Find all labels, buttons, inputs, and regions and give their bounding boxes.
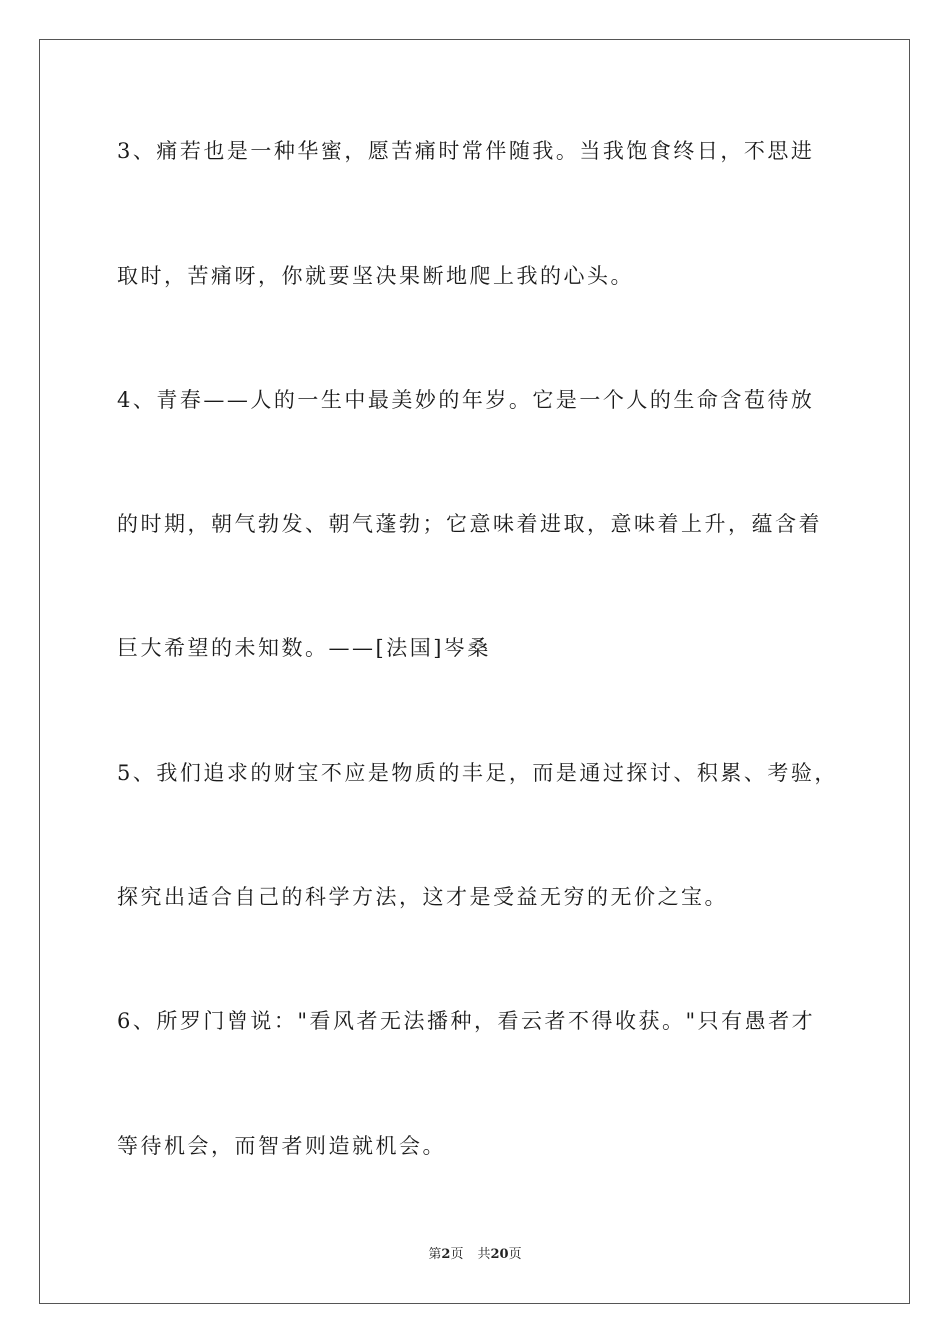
- text-line: 的时期，朝气勃发、朝气蓬勃；它意味着进取，意味着上升，蕴含着: [117, 512, 822, 536]
- text-line: 6、所罗门曾说："看风者无法播种，看云者不得收获。"只有愚者才: [117, 1009, 816, 1033]
- page-border: [39, 39, 910, 1304]
- total-unit: 页: [508, 1247, 522, 1262]
- page-unit: 页: [450, 1247, 464, 1262]
- text-line: 3、痛若也是一种华蜜，愿苦痛时常伴随我。当我饱食终日，不思进: [117, 139, 815, 163]
- total-prefix: 共: [477, 1247, 491, 1262]
- text-line: 5、我们追求的财宝不应是物质的丰足，而是通过探讨、积累、考验，: [117, 761, 838, 785]
- text-line: 4、青春——人的一生中最美妙的年岁。它是一个人的生命含苞待放: [117, 388, 815, 412]
- page-total: 20: [490, 1247, 509, 1262]
- page-current: 2: [441, 1247, 451, 1262]
- text-line: 取时，苦痛呀，你就要坚决果断地爬上我的心头。: [117, 264, 634, 288]
- text-line: 巨大希望的未知数。——[法国]岑桑: [117, 636, 491, 660]
- text-line: 等待机会，而智者则造就机会。: [117, 1134, 446, 1158]
- page-footer: [0, 1247, 950, 1263]
- page-prefix: 第: [428, 1247, 442, 1262]
- text-line: 探究出适合自己的科学方法，这才是受益无穷的无价之宝。: [117, 885, 728, 909]
